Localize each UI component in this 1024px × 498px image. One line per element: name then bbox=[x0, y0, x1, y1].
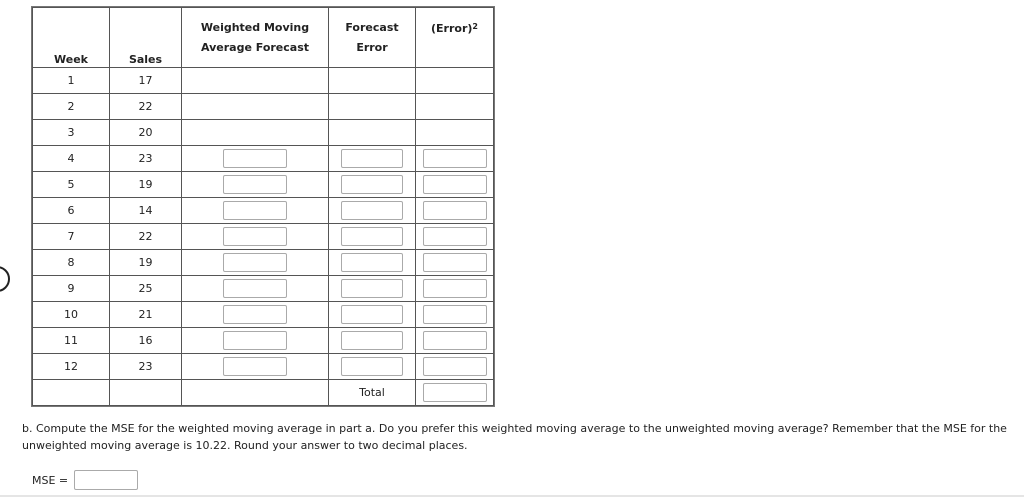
forecast-error-cell bbox=[329, 354, 416, 380]
total-empty-sales bbox=[110, 380, 182, 406]
total-row bbox=[33, 380, 494, 406]
error-squared-cell bbox=[416, 250, 494, 276]
forecast-error-cell bbox=[329, 276, 416, 302]
mse-row bbox=[32, 470, 138, 490]
wma-forecast-cell bbox=[182, 354, 329, 380]
forecast-error-input[interactable] bbox=[341, 331, 403, 350]
header-forecast-error bbox=[329, 8, 416, 68]
error-squared-cell bbox=[416, 146, 494, 172]
error-squared-cell bbox=[416, 328, 494, 354]
wma-forecast-cell bbox=[182, 94, 329, 120]
total-error-squared-cell bbox=[416, 380, 494, 406]
week-cell: 6 bbox=[33, 198, 110, 224]
wma-forecast-cell bbox=[182, 172, 329, 198]
sales-cell: 21 bbox=[110, 302, 182, 328]
week-cell: 8 bbox=[33, 250, 110, 276]
error-squared-cell bbox=[416, 94, 494, 120]
forecast-error-input[interactable] bbox=[341, 253, 403, 272]
week-cell: 1 bbox=[33, 68, 110, 94]
question-b bbox=[22, 420, 1017, 454]
error-squared-cell bbox=[416, 354, 494, 380]
wma-forecast-input[interactable] bbox=[223, 305, 287, 324]
error-squared-input[interactable] bbox=[423, 201, 487, 220]
forecast-error-input[interactable] bbox=[341, 227, 403, 246]
error-squared-input[interactable] bbox=[423, 279, 487, 298]
wma-forecast-cell bbox=[182, 224, 329, 250]
question-text: b. Compute the MSE for the weighted moving average in part a. Do you prefer this weighted moving average to the unweighted moving average? Remember that the MSE for the unweighted moving average is 10.22. Round your answer to two decimal places. bbox=[22, 422, 1007, 452]
wma-forecast-cell bbox=[182, 120, 329, 146]
wma-forecast-input[interactable] bbox=[223, 279, 287, 298]
week-cell: 5 bbox=[33, 172, 110, 198]
forecast-error-cell bbox=[329, 120, 416, 146]
total-error-squared-input[interactable] bbox=[423, 383, 487, 402]
wma-forecast-input[interactable] bbox=[223, 331, 287, 350]
header-error-label: (Error) bbox=[431, 22, 473, 35]
bottom-divider bbox=[0, 495, 1024, 497]
sales-cell: 22 bbox=[110, 224, 182, 250]
forecast-error-cell bbox=[329, 224, 416, 250]
wma-forecast-cell bbox=[182, 302, 329, 328]
sales-cell: 23 bbox=[110, 146, 182, 172]
sales-cell: 20 bbox=[110, 120, 182, 146]
header-wma-line1: Weighted Moving bbox=[200, 20, 310, 34]
forecast-error-input[interactable] bbox=[341, 279, 403, 298]
error-squared-cell bbox=[416, 198, 494, 224]
week-cell: 12 bbox=[33, 354, 110, 380]
table-row bbox=[33, 68, 494, 94]
table-row bbox=[33, 302, 494, 328]
forecast-error-input[interactable] bbox=[341, 149, 403, 168]
table-row bbox=[33, 250, 494, 276]
forecast-error-cell bbox=[329, 198, 416, 224]
wma-forecast-cell bbox=[182, 250, 329, 276]
forecast-error-cell bbox=[329, 68, 416, 94]
header-weighted-moving-average bbox=[182, 8, 329, 68]
forecast-error-cell bbox=[329, 94, 416, 120]
radio-circle[interactable] bbox=[0, 266, 10, 292]
forecast-error-cell bbox=[329, 146, 416, 172]
forecast-error-input[interactable] bbox=[341, 305, 403, 324]
sales-cell: 23 bbox=[110, 354, 182, 380]
wma-forecast-input[interactable] bbox=[223, 227, 287, 246]
week-cell: 4 bbox=[33, 146, 110, 172]
header-fe-line1: Forecast bbox=[345, 20, 399, 34]
error-squared-input[interactable] bbox=[423, 253, 487, 272]
sales-cell: 22 bbox=[110, 94, 182, 120]
table-row bbox=[33, 146, 494, 172]
table-row bbox=[33, 172, 494, 198]
sales-cell: 25 bbox=[110, 276, 182, 302]
mse-input[interactable] bbox=[74, 470, 138, 490]
mse-label: MSE = bbox=[32, 473, 69, 487]
forecast-error-cell bbox=[329, 172, 416, 198]
week-cell: 3 bbox=[33, 120, 110, 146]
error-squared-cell bbox=[416, 302, 494, 328]
table-row bbox=[33, 354, 494, 380]
sales-cell: 19 bbox=[110, 250, 182, 276]
error-squared-cell bbox=[416, 120, 494, 146]
header-fe-line2: Error bbox=[356, 40, 388, 54]
error-squared-cell bbox=[416, 276, 494, 302]
wma-forecast-input[interactable] bbox=[223, 201, 287, 220]
sales-cell: 14 bbox=[110, 198, 182, 224]
week-cell: 10 bbox=[33, 302, 110, 328]
error-squared-input[interactable] bbox=[423, 305, 487, 324]
header-week: Week bbox=[33, 8, 110, 68]
wma-forecast-input[interactable] bbox=[223, 253, 287, 272]
table-row bbox=[33, 94, 494, 120]
forecast-error-input[interactable] bbox=[341, 175, 403, 194]
header-sales: Sales bbox=[110, 8, 182, 68]
error-squared-input[interactable] bbox=[423, 331, 487, 350]
forecast-error-input[interactable] bbox=[341, 357, 403, 376]
week-cell: 2 bbox=[33, 94, 110, 120]
total-empty-wma bbox=[182, 380, 329, 406]
header-wma-line2: Average Forecast bbox=[200, 40, 310, 54]
sales-cell: 17 bbox=[110, 68, 182, 94]
header-error-exponent: 2 bbox=[472, 22, 478, 31]
forecast-error-input[interactable] bbox=[341, 201, 403, 220]
wma-forecast-input[interactable] bbox=[223, 357, 287, 376]
wma-forecast-input[interactable] bbox=[223, 175, 287, 194]
wma-forecast-cell bbox=[182, 68, 329, 94]
sales-cell: 16 bbox=[110, 328, 182, 354]
error-squared-input[interactable] bbox=[423, 227, 487, 246]
table-row bbox=[33, 224, 494, 250]
forecast-error-cell bbox=[329, 250, 416, 276]
forecast-error-cell bbox=[329, 302, 416, 328]
error-squared-cell bbox=[416, 172, 494, 198]
wma-forecast-input[interactable] bbox=[223, 149, 287, 168]
wma-forecast-cell bbox=[182, 328, 329, 354]
week-cell: 7 bbox=[33, 224, 110, 250]
total-label: Total bbox=[329, 380, 416, 406]
header-error-squared bbox=[416, 8, 494, 68]
error-squared-cell bbox=[416, 224, 494, 250]
wma-forecast-cell bbox=[182, 276, 329, 302]
week-cell: 11 bbox=[33, 328, 110, 354]
table-row bbox=[33, 198, 494, 224]
sales-cell: 19 bbox=[110, 172, 182, 198]
total-empty-week bbox=[33, 380, 110, 406]
wma-forecast-cell bbox=[182, 198, 329, 224]
forecast-error-cell bbox=[329, 328, 416, 354]
error-squared-cell bbox=[416, 68, 494, 94]
table-row bbox=[33, 120, 494, 146]
error-squared-input[interactable] bbox=[423, 175, 487, 194]
error-squared-input[interactable] bbox=[423, 357, 487, 376]
error-squared-input[interactable] bbox=[423, 149, 487, 168]
week-cell: 9 bbox=[33, 276, 110, 302]
table-row bbox=[33, 276, 494, 302]
table-row bbox=[33, 328, 494, 354]
forecast-table bbox=[32, 7, 494, 406]
wma-forecast-cell bbox=[182, 146, 329, 172]
